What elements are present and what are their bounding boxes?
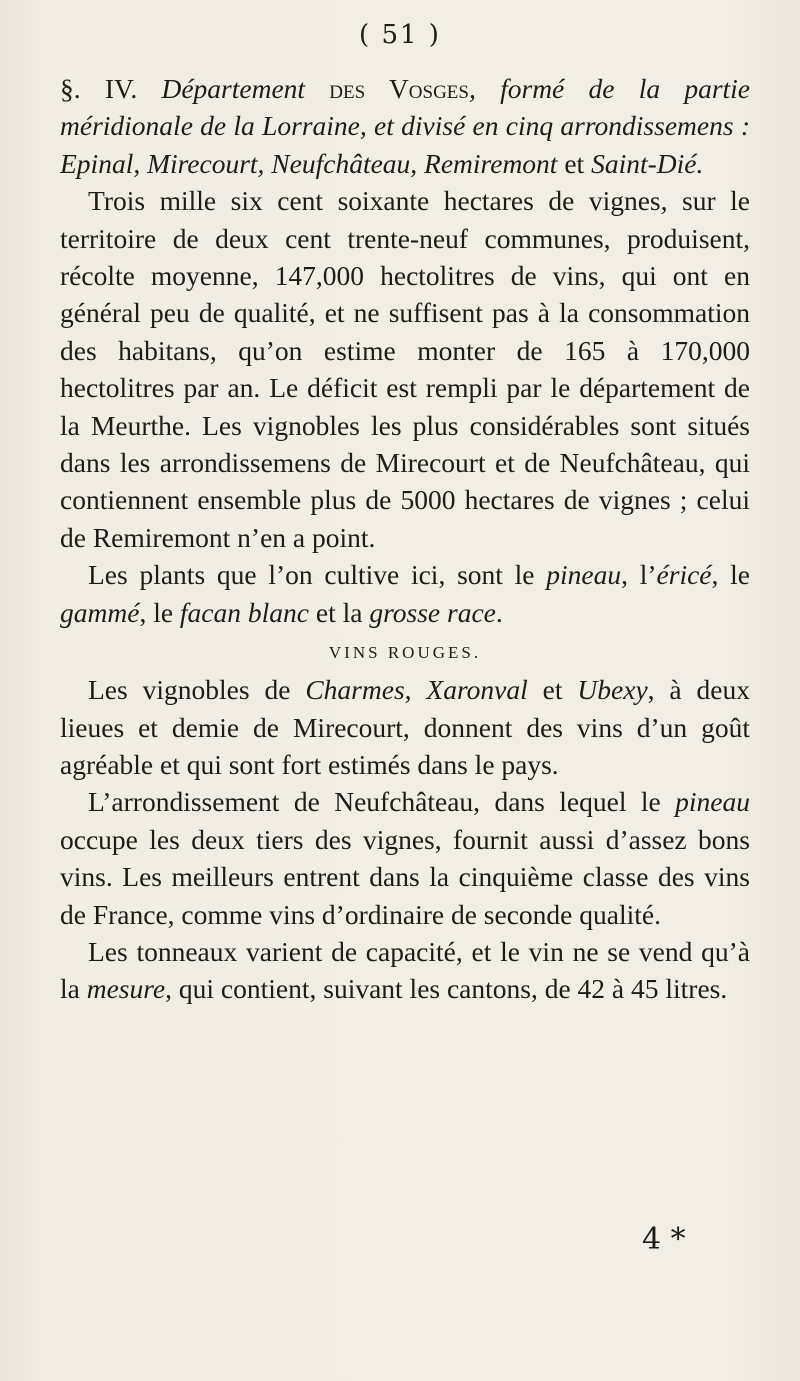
- paragraph-grape-varieties: [60, 556, 750, 631]
- place-names: Charmes, Xaronval: [305, 674, 528, 706]
- paragraph-overview: Trois mille six cent soixante hectares de vignes, sur le territoire de deux cent trente-neuf communes, produisent, récolte moyenne, 147,000 hectolitres de vins, qui ont en général peu de qualité, et ne suffisent pas à la consommation des habitans, qu’on estime monter de 165 à 170,000 hectolitres par an. Le déficit est rempli par le département de la Meurthe. Les vignobles les plus considérables sont situés dans les arrondissemens de Mirecourt et de Neufchâteau, qui contiennent ensemble plus de 5000 hectares de vignes ; celui de Remiremont n’en a point.: [60, 185, 750, 553]
- text-run: , le: [711, 559, 750, 591]
- signature-mark: 4 *: [642, 1222, 686, 1257]
- text-run: occupe les deux tiers des vignes, fournit aussi d’assez bons vins. Les meilleurs entrent dans la cinquième classe des vins de France, comme vins d’ordinaire de seconde qualité.: [60, 823, 750, 930]
- section-title-department: des Vosges: [329, 73, 469, 104]
- text-run: et la: [315, 596, 363, 628]
- text-run: , le: [139, 596, 174, 628]
- variety-name: pineau: [546, 559, 622, 591]
- paragraph-neufchateau: [60, 783, 750, 933]
- subheading-red-wines: VINS ROUGES.: [328, 643, 482, 663]
- section-title-conjunction: et: [564, 147, 585, 179]
- page-body: [60, 70, 750, 1008]
- text-run: Les vignobles de: [88, 674, 291, 706]
- text-run: Les tonneaux varient de capacité, et le vin ne se vend qu’à la: [60, 935, 750, 1005]
- variety-name: grosse race: [369, 596, 496, 628]
- paragraph-vineyards: [60, 671, 750, 783]
- text-run: L’arrondissement de Neufchâteau, dans lequel le: [88, 786, 661, 818]
- section-title-part: , formé de la partie méridionale de la Lorraine, et divisé en cinq arrondissemens : Epinal, Mirecourt, Neufchâteau, Remiremont: [60, 73, 751, 179]
- measure-term: mesure: [86, 973, 166, 1005]
- variety-name: facan blanc: [179, 596, 309, 628]
- section-heading: [60, 70, 750, 182]
- section-title-part: Saint-Dié.: [591, 147, 704, 179]
- text-run: , l’: [621, 559, 657, 591]
- paragraph-casks: [60, 933, 750, 1008]
- text-run: Les plants que l’on cultive ici, sont le: [88, 559, 535, 591]
- variety-name: éricé: [656, 559, 712, 591]
- section-title-part: Département: [161, 73, 306, 104]
- text-run: et: [542, 674, 563, 706]
- page-number: ( 51 ): [359, 20, 441, 50]
- variety-name: pineau: [675, 786, 751, 818]
- text-run: .: [495, 596, 503, 628]
- text-run: , à deux lieues et demie de Mirecourt, donnent des vins d’un goût agréable et qui sont fort estimés dans le pays.: [60, 674, 751, 780]
- text-run: , qui contient, suivant les cantons, de 42 à 45 litres.: [165, 973, 728, 1005]
- section-number: §. IV.: [60, 73, 138, 104]
- variety-name: gammé: [60, 596, 140, 628]
- place-name: Ubexy: [577, 674, 648, 706]
